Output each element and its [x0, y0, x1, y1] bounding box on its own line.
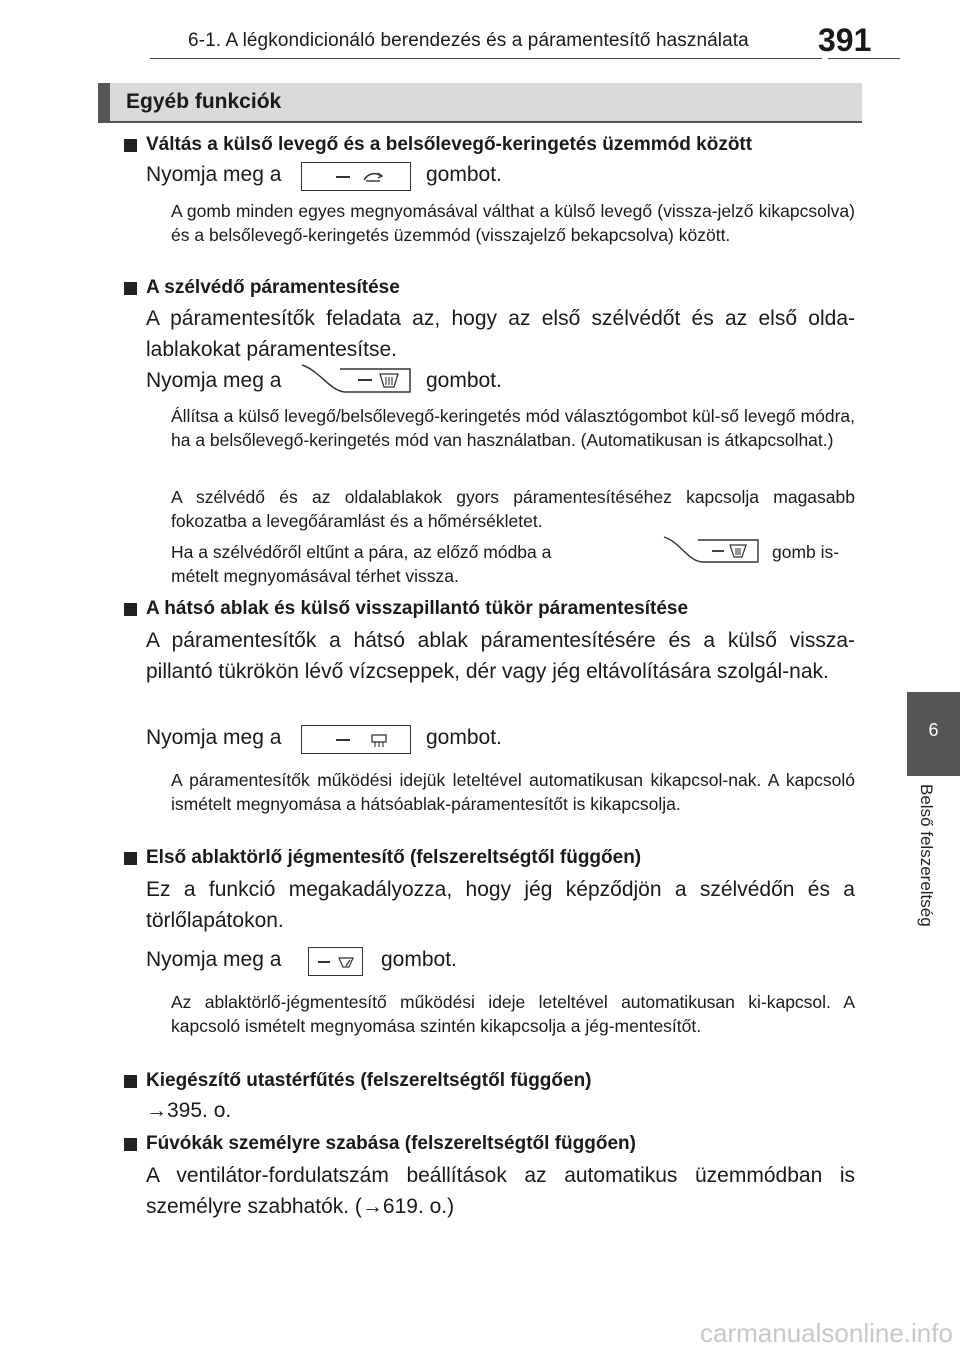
wiper-deicer-button	[308, 947, 363, 976]
press-instruction-end: gombot.	[426, 369, 502, 392]
bullet-square	[124, 282, 137, 295]
page-reference: →395. o.	[146, 1099, 232, 1122]
section-heading: A szélvédő páramentesítése	[146, 277, 400, 298]
press-instruction: Nyomja meg a	[146, 948, 282, 971]
note-text: mételt megnyomásával térhet vissza.	[171, 566, 459, 586]
bullet-square	[124, 139, 137, 152]
windshield-defroster-button-small	[662, 535, 760, 565]
note-text: Ha a szélvédőről eltűnt a pára, az előző módba a	[171, 542, 552, 562]
section-title-rule	[98, 121, 862, 123]
bullet-square	[124, 603, 137, 616]
windshield-defroster-icon	[730, 545, 746, 557]
press-instruction: Nyomja meg a	[146, 726, 282, 749]
watermark: carmanualsonline.info	[700, 1318, 953, 1348]
recirculation-button	[301, 162, 411, 191]
wiper-deicer-icon	[337, 954, 355, 970]
section-title-box	[98, 83, 862, 121]
recirculation-icon	[362, 169, 384, 185]
header-rule-right	[828, 58, 900, 59]
chapter-tab-number: 6	[928, 720, 939, 740]
body-text: A ventilátor-fordulatszám beállítások az automatikus üzemmódban is személyre szabhatók. (→619. o.)	[146, 1164, 855, 1218]
indicator-bar	[336, 739, 350, 741]
press-instruction: Nyomja meg a	[146, 163, 282, 186]
section-heading: Váltás a külső levegő és a belsőlevegő-keringetés üzemmód között	[146, 134, 753, 155]
note-text: Állítsa a külső levegő/belsőlevegő-keringetés mód választógombot kül-ső levegő módra, ha a belsőlevegő-keringetés mód van használatban. (Automatikusan is átkapcsolhat.)	[171, 406, 855, 450]
section-heading: A hátsó ablak és külső visszapillantó tükör páramentesítése	[146, 598, 689, 619]
section-title: Egyéb funkciók	[126, 90, 282, 113]
section-heading: Kiegészítő utastérfűtés (felszereltségtől függően)	[146, 1070, 592, 1091]
note-text: A gomb minden egyes megnyomásával válthat a külső levegő (vissza-jelző kikapcsolva) és a belsőlevegő-keringetés üzemmód (visszajelző bekapcsolva) között.	[171, 201, 855, 245]
rear-defogger-icon	[370, 732, 388, 748]
section-heading: Fúvókák személyre szabása (felszereltségtől függően)	[146, 1133, 636, 1154]
bullet-square	[124, 1138, 137, 1151]
press-instruction-end: gombot.	[381, 948, 457, 971]
note-text: gomb is-	[772, 542, 840, 562]
page-number: 391	[818, 22, 872, 58]
body-text: A páramentesítők feladata az, hogy az első szélvédőt és az első olda-lablakokat páramentesítse.	[146, 307, 855, 361]
press-instruction: Nyomja meg a	[146, 369, 282, 392]
rear-defogger-button	[301, 725, 411, 754]
bullet-square	[124, 1075, 137, 1088]
note-text: A páramentesítők működési idejük leteltével automatikusan kikapcsol-nak. A kapcsoló ismételt megnyomása a hátsóablak-páramentesítőt is kikapcsolja.	[171, 770, 855, 814]
section-heading: Első ablaktörlő jégmentesítő (felszereltségtől függően)	[146, 847, 642, 868]
header-rule	[150, 58, 822, 59]
press-instruction-end: gombot.	[426, 726, 502, 749]
chapter-tab	[907, 692, 960, 776]
body-text: Ez a funkció megakadályozza, hogy jég képződjön a szélvédőn és a törlőlapátokon.	[146, 878, 855, 932]
chapter-title: 6-1. A légkondicionáló berendezés és a páramentesítő használata	[188, 30, 749, 51]
note-text: A szélvédő és az oldalablakok gyors páramentesítéséhez kapcsolja magasabb fokozatba a levegőáramlást és a hőmérsékletet.	[171, 487, 855, 531]
press-instruction-end: gombot.	[426, 163, 502, 186]
body-text: A páramentesítők a hátsó ablak páramentesítésére és a külső vissza-pillantó tükrökön lévő vízcseppek, dér vagy jég eltávolítására szolgál-nak.	[146, 629, 855, 683]
note-text: Az ablaktörlő-jégmentesítő működési ideje leteltével automatikusan ki-kapcsol. A kapcsoló ismételt megnyomása szintén kikapcsolja a jég-mentesítőt.	[171, 992, 855, 1036]
chapter-tab-label: Belső felszereltség	[917, 784, 936, 927]
indicator-bar	[318, 961, 330, 963]
windshield-defroster-icon	[380, 374, 398, 387]
indicator-bar	[336, 176, 350, 178]
bullet-square	[124, 852, 137, 865]
windshield-defroster-button	[300, 363, 412, 395]
